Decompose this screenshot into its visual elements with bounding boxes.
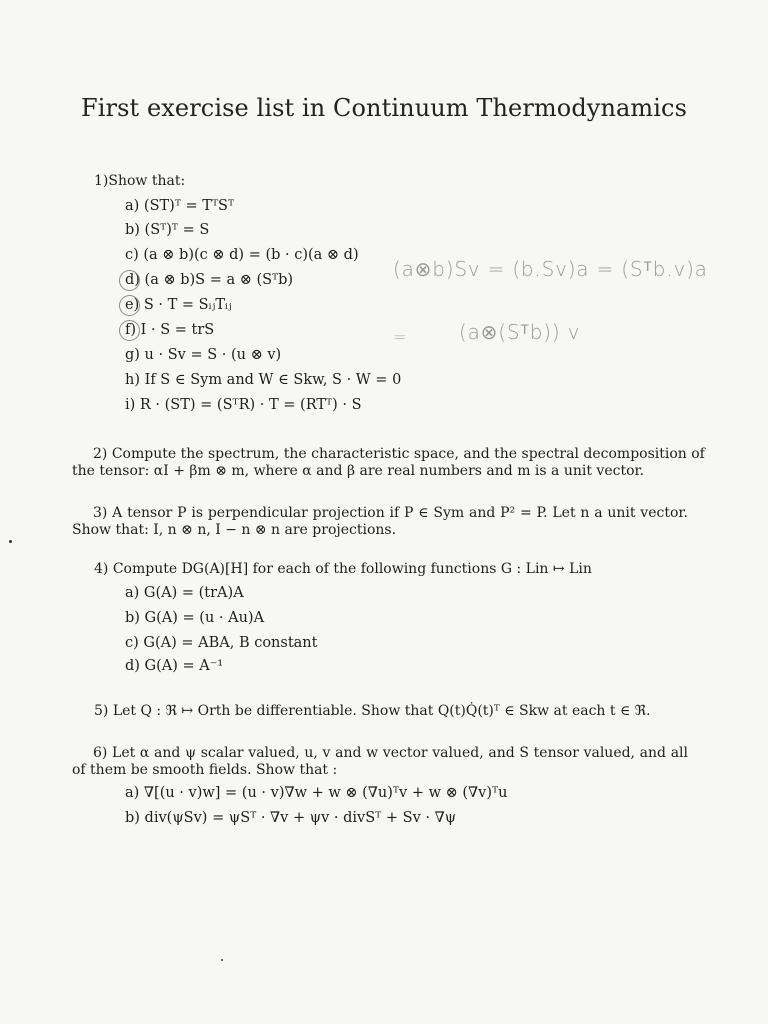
q3-line1: 3) A tensor P is perpendicular projection if P ∈ Sym and P² = P. Let n a unit vector. (93, 505, 688, 521)
q4-intro: 4) Compute DG(A)[H] for each of the following functions G : Lin ↦ Lin (94, 561, 592, 577)
q1-item-h: h) If S ∈ Sym and W ∈ Skw, S · W = 0 (125, 372, 402, 388)
q1-item-e: e) S · T = SᵢⱼTᵢⱼ (125, 297, 232, 313)
pencil-circle-f (119, 320, 140, 341)
q6-line1: 6) Let α and ψ scalar valued, u, v and w vector valued, and S tensor valued, and all (93, 745, 688, 761)
pencil-circle-d (119, 270, 140, 291)
page-title: First exercise list in Continuum Thermodynamics (80, 94, 688, 122)
q1-item-b: b) (Sᵀ)ᵀ = S (125, 222, 210, 238)
q1-intro: 1)Show that: (94, 173, 186, 189)
q3-line2: Show that: I, n ⊗ n, I − n ⊗ n are projections. (72, 522, 397, 538)
q1-item-f: f) I · S = trS (125, 322, 215, 338)
q1-item-i: i) R · (ST) = (SᵀR) · T = (RTᵀ) · S (125, 397, 362, 413)
q4-item-a: a) G(A) = (trA)A (125, 585, 244, 601)
q1-item-d: d) (a ⊗ b)S = a ⊗ (Sᵀb) (125, 272, 294, 288)
q6-line2: of them be smooth fields. Show that : (72, 762, 338, 778)
scan-speck (221, 959, 223, 961)
q6-item-b: b) div(ψSv) = ψSᵀ · ∇v + ψv · divSᵀ + Sv · ∇ψ (125, 810, 457, 826)
q6-item-a: a) ∇[(u · v)w] = (u · v)∇w + w ⊗ (∇u)ᵀv + w ⊗ (∇v)ᵀu (125, 785, 508, 801)
pencil-circle-e (119, 295, 140, 316)
q2-line1: 2) Compute the spectrum, the characteristic space, and the spectral decomposition of (93, 446, 705, 462)
q4-item-b: b) G(A) = (u · Au)A (125, 610, 265, 626)
q4-item-d: d) G(A) = A⁻¹ (125, 658, 224, 674)
scan-speck (9, 540, 12, 543)
q1-item-c: c) (a ⊗ b)(c ⊗ d) = (b · c)(a ⊗ d) (125, 247, 359, 263)
q4-item-c: c) G(A) = ABA, B constant (125, 635, 318, 651)
q2-line2: the tensor: αI + βm ⊗ m, where α and β are real numbers and m is a unit vector. (72, 463, 645, 479)
q1-item-a: a) (ST)ᵀ = TᵀSᵀ (125, 198, 235, 214)
handwritten-note-line2: (a⊗(Sᵀb)) v (459, 320, 581, 344)
handwritten-note-line1: (a⊗b)Sv = (b.Sv)a = (Sᵀb.v)a (393, 257, 708, 281)
q1-item-g: g) u · Sv = S · (u ⊗ v) (125, 347, 282, 363)
q5-line: 5) Let Q : ℜ ↦ Orth be differentiable. Show that Q(t)Q̇(t)ᵀ ∈ Skw at each t ∈ ℜ. (94, 703, 651, 719)
handwritten-note-equals: = (393, 327, 408, 346)
